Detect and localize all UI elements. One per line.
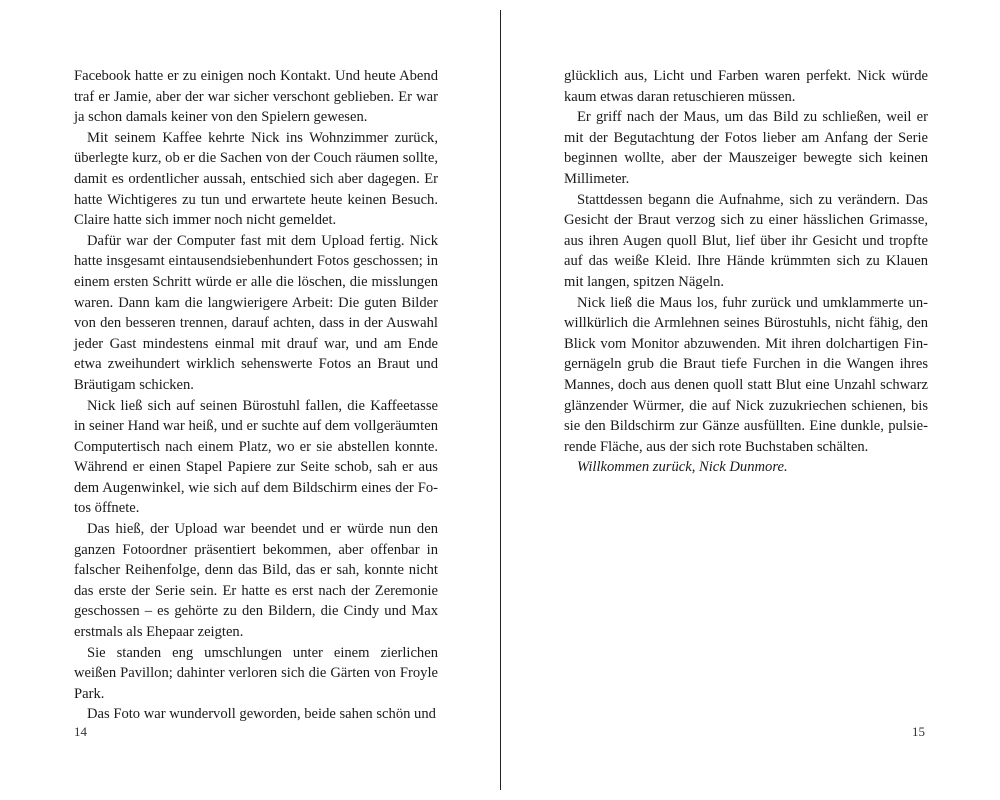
paragraph-italic: Willkommen zurück, Nick Dunmore.: [577, 459, 788, 476]
paragraph: glücklich aus, Licht und Farben waren perfekt. Nick würde kaum etwas daran retuschieren müssen.: [564, 68, 928, 105]
paragraph: Das hieß, der Upload war beendet und er würde nun den ganzen Fotoordner präsentiert bekommen, aber offenbar in falscher Reihenfolge, denn das Bild, das er sah, konnte nicht das erste der Serie sein. Er hatte es erst nach der Zeremonie geschossen – es gehörte zu den Bildern, die Cindy und Max erstmals als Ehepaar zeigten.: [74, 521, 438, 641]
paragraph: Das Foto war wundervoll geworden, beide sahen schön und: [87, 706, 436, 723]
paragraph: Nick ließ die Maus los, fuhr zurück und umklammerte unwillkürlich die Armlehnen seines Bürostuhls, nicht fähig, den Blick vom Monitor abzuwenden. Mit ihren dolchartigen Fingernägeln grub die Braut tiefe Furchen in die Wangen ihres Mannes, doch aus denen quoll statt Blut eine Unzahl schwarz glänzender Würmer, die auf Nick zuzukriechen schienen, bis sie den Bildschirm zur Gänze ausfüllten. Eine dunkle, pulsierende Fläche, aus der sich rote Buchstaben schälten.: [564, 294, 928, 455]
paragraph: Stattdessen begann die Aufnahme, sich zu verändern. Das Gesicht der Braut verzog sich zu einer hässlichen Grimasse, aus ihren Augen quoll Blut, lief über ihr Gesicht und tropfte auf das weiße Kleid. Ihre Hände krümmten sich zu Klauen mit langen, spitzen Nägeln.: [564, 191, 928, 290]
paragraph: Er griff nach der Maus, um das Bild zu schließen, weil er mit der Begutachtung der Fotos lieber am Anfang der Serie beginnen wollte, aber der Mauszeiger bewegte sich keinen Millimeter.: [564, 109, 928, 187]
paragraph: Nick ließ sich auf seinen Bürostuhl fallen, die Kaffeetasse in seiner Hand war heiß, und er suchte auf dem vollgeräumten Computertisch nach einem Platz, wo er sie abstellen konnte. Während er einen Stapel Papiere zur Seite schob, sah er aus dem Augenwinkel, wie sich auf dem Bildschirm eines der Fotos öffnete.: [74, 397, 438, 517]
left-page-body: [74, 66, 438, 725]
right-page-body: [564, 66, 928, 478]
page-number-left: 14: [74, 724, 87, 739]
page-gutter-divider: [500, 10, 501, 790]
page-number-right: 15: [912, 724, 925, 739]
paragraph: Mit seinem Kaffee kehrte Nick ins Wohnzimmer zurück, überlegte kurz, ob er die Sachen von der Couch räumen sollte, damit es ordentlicher aussah, entschied sich aber dagegen. Er hatte Wichtigeres zu tun und erwartete heute keinen Besuch. Claire hatte sich immer noch nicht gemeldet.: [74, 129, 438, 229]
paragraph: Facebook hatte er zu einigen noch Kontakt. Und heute Abend traf er Jamie, aber der war sicher verschont geblieben. Er war ja schon damals keiner von den Spielern gewesen.: [74, 68, 438, 126]
paragraph: Dafür war der Computer fast mit dem Upload fertig. Nick hatte insgesamt eintausendsiebenhundert Fotos geschossen; in einem ersten Schritt würde er alle die löschen, die misslungen waren. Dann kam die langwierigere Arbeit: Die guten Bilder von den besseren trennen, darauf achten, dass in der Auswahl jeder Gast mindestens einmal mit drauf war, und am Ende etwa zweihundert wirklich sehenswerte Fotos an Braut und Bräutigam schicken.: [74, 232, 438, 393]
paragraph: Sie standen eng umschlungen unter einem zierlichen weißen Pavillon; dahinter verloren sich die Gärten von Froyle Park.: [74, 644, 438, 702]
